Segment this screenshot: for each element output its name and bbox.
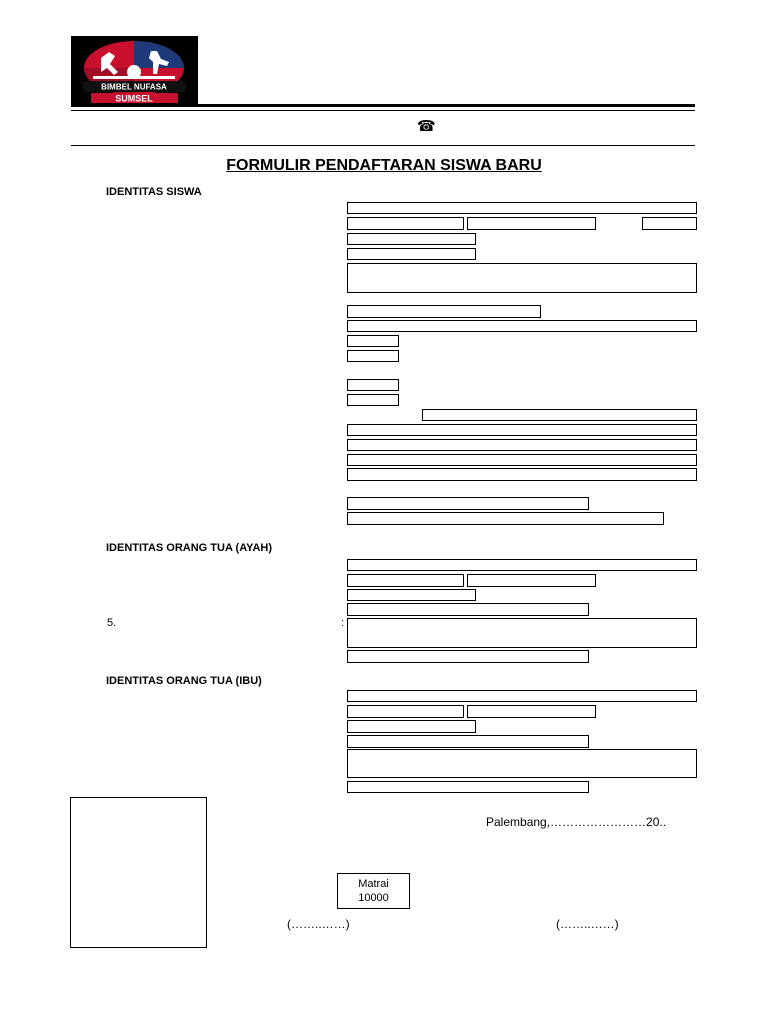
student-field-other[interactable] <box>422 409 697 421</box>
mother-field-birthplace[interactable] <box>347 705 464 718</box>
meterai-value: 10000 <box>358 892 389 904</box>
student-field-hobby[interactable] <box>347 424 697 436</box>
mother-field-address[interactable] <box>347 749 697 778</box>
right-signature-name: (……..……) <box>556 917 619 931</box>
father-field-name[interactable] <box>347 559 697 571</box>
student-field-religion[interactable] <box>347 248 476 260</box>
father-field-phone[interactable] <box>347 650 589 663</box>
mother-field-phone[interactable] <box>347 781 589 793</box>
student-field-class[interactable] <box>347 335 399 347</box>
student-field-phone[interactable] <box>347 305 541 318</box>
student-field-birthplace[interactable] <box>347 217 464 230</box>
student-field-email[interactable] <box>347 497 589 510</box>
student-field-aspiration[interactable] <box>347 439 697 451</box>
student-field-height[interactable] <box>347 379 399 391</box>
father-field-religion[interactable] <box>347 589 476 601</box>
father-colon: : <box>341 617 345 629</box>
father-field-occupation[interactable] <box>347 603 589 616</box>
header-rule-thin <box>71 110 695 111</box>
student-field-school[interactable] <box>347 320 697 332</box>
father-field-birthplace[interactable] <box>347 574 464 587</box>
student-field-program[interactable] <box>347 468 697 481</box>
place-date-line: Palembang,……………………20.. <box>486 815 667 829</box>
student-field-birthdate[interactable] <box>467 217 596 230</box>
header-rule-thick <box>71 104 695 107</box>
student-field-address[interactable] <box>347 263 697 293</box>
student-field-social[interactable] <box>347 512 664 525</box>
mother-field-name[interactable] <box>347 690 697 702</box>
section-student-identity: IDENTITAS SISWA <box>106 186 202 198</box>
meterai-stamp-box <box>337 873 410 909</box>
student-field-age[interactable] <box>642 217 697 230</box>
logo-emblem <box>71 36 198 104</box>
logo-text-bottom: SUMSEL <box>115 93 153 104</box>
father-field-address[interactable] <box>347 618 697 648</box>
student-field-achievement[interactable] <box>347 454 697 466</box>
school-logo <box>71 36 198 104</box>
photo-placeholder-box <box>70 797 207 948</box>
section-mother-identity: IDENTITAS ORANG TUA (IBU) <box>106 675 262 687</box>
father-item-number: 5. <box>107 617 117 629</box>
left-signature-name: (……..……) <box>287 917 350 931</box>
student-field-child-order[interactable] <box>347 350 399 362</box>
mother-field-religion[interactable] <box>347 720 476 733</box>
mother-field-birthdate[interactable] <box>467 705 596 718</box>
father-field-birthdate[interactable] <box>467 574 596 587</box>
section-father-identity: IDENTITAS ORANG TUA (AYAH) <box>106 542 273 554</box>
form-title: FORMULIR PENDAFTARAN SISWA BARU <box>226 157 542 174</box>
meterai-label: Matrai <box>358 878 389 890</box>
mother-field-occupation[interactable] <box>347 735 589 748</box>
logo-text-top: BIMBEL NUFASA <box>101 82 167 92</box>
student-field-weight[interactable] <box>347 394 399 406</box>
header-rule-bottom <box>71 145 695 146</box>
student-field-gender[interactable] <box>347 233 476 245</box>
phone-icon: ☎ <box>417 117 436 135</box>
student-field-name[interactable] <box>347 202 697 214</box>
